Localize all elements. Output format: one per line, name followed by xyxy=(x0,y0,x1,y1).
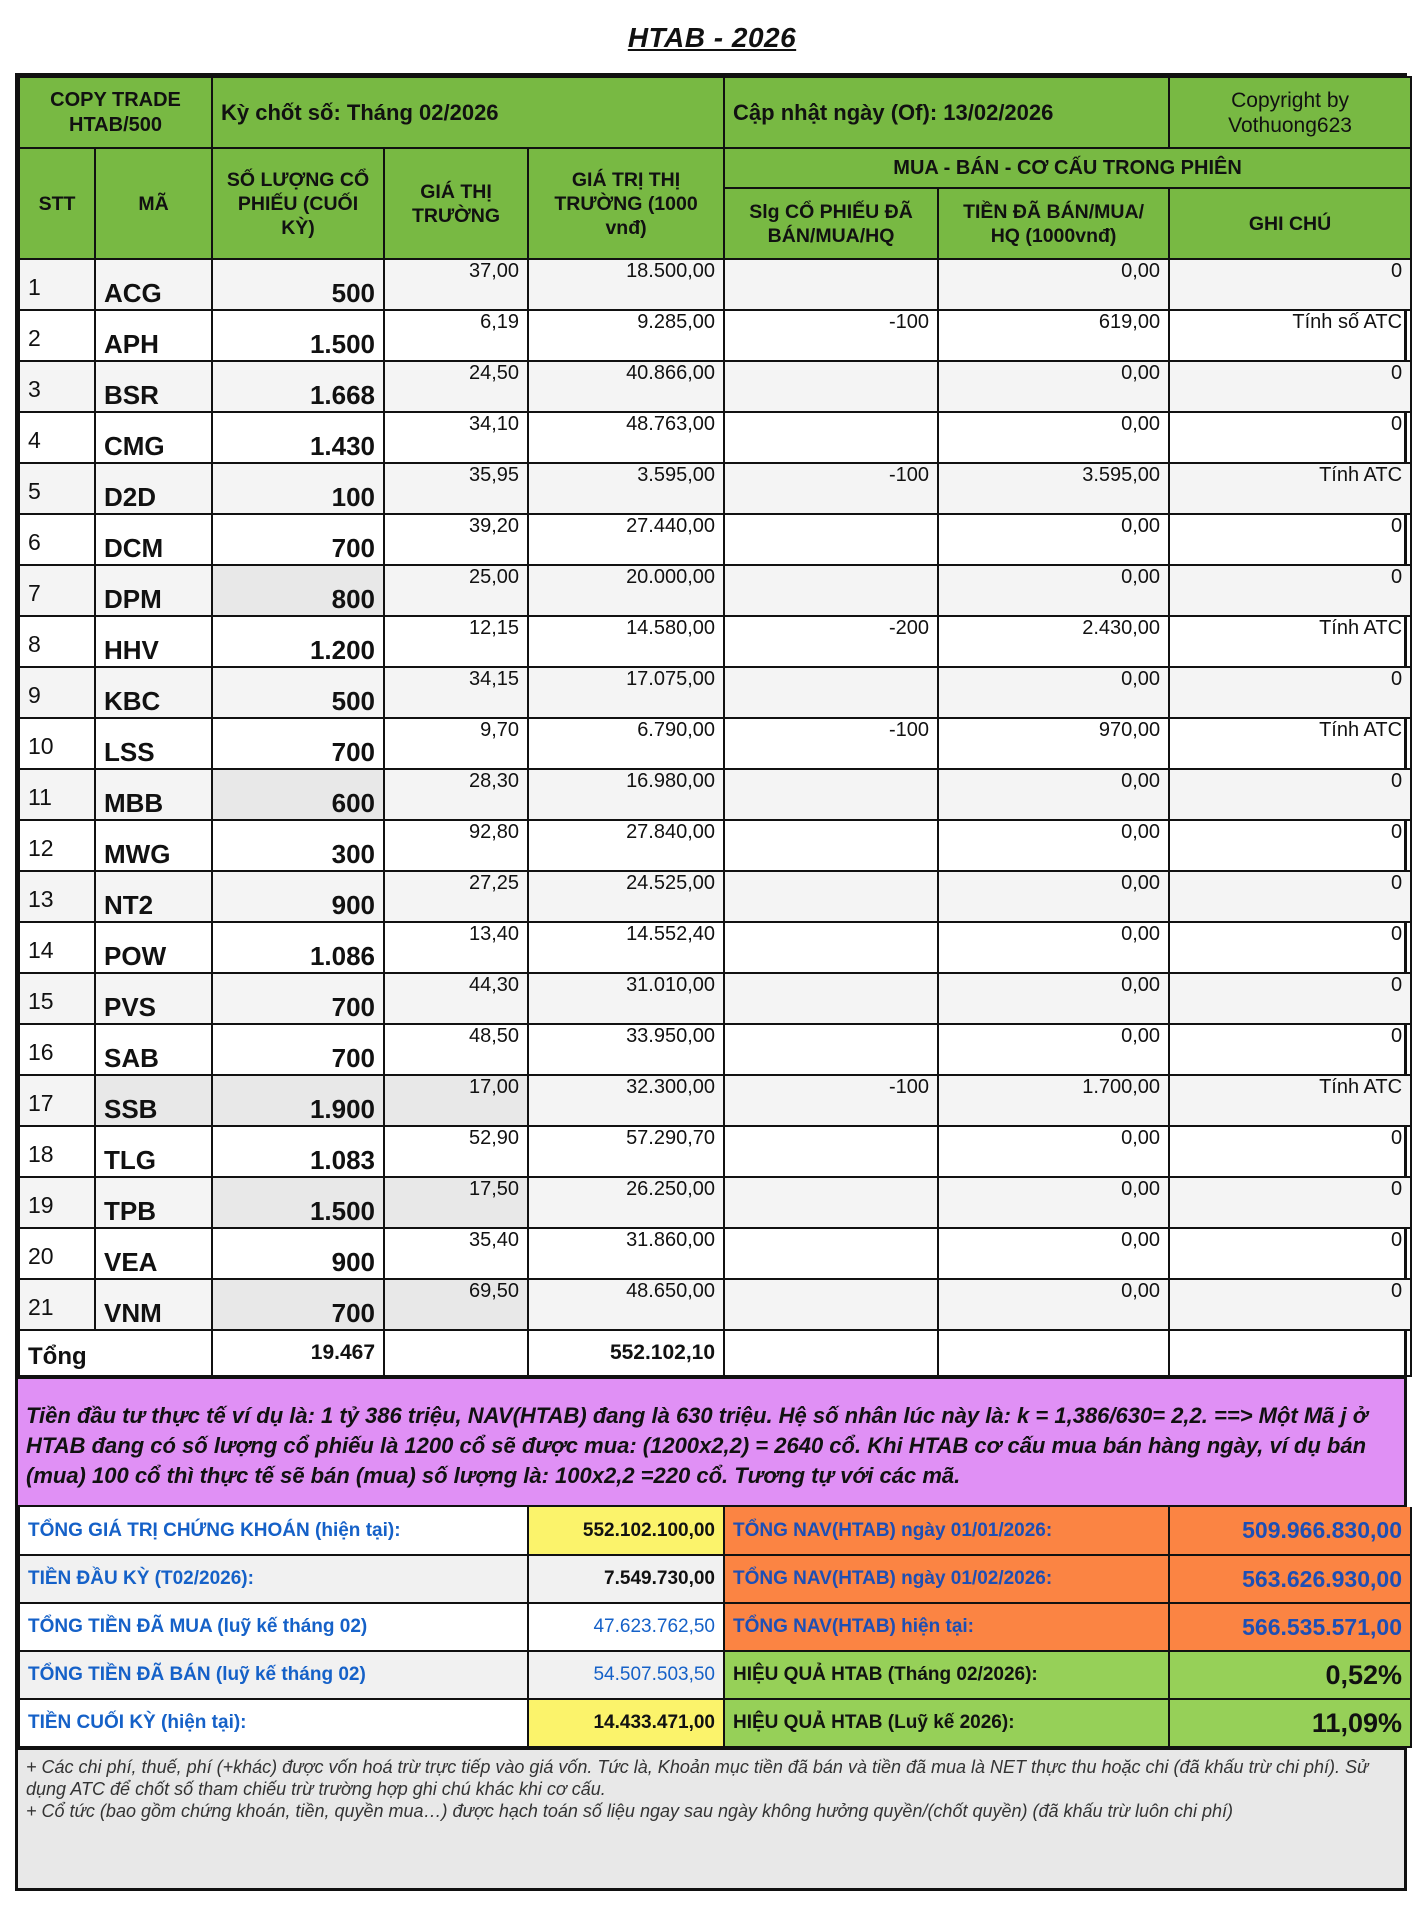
traded-qty: -100 xyxy=(724,463,938,514)
market-value: 16.980,00 xyxy=(528,769,724,820)
row-stt: 8 xyxy=(19,616,95,667)
row-stt: 3 xyxy=(19,361,95,412)
ticker: D2D xyxy=(95,463,212,514)
shares-qty: 1.500 xyxy=(212,1177,384,1228)
trade-note: 0 xyxy=(1169,1177,1411,1228)
traded-amount: 0,00 xyxy=(938,1177,1169,1228)
ticker: TPB xyxy=(95,1177,212,1228)
holding-row xyxy=(19,1024,1411,1075)
trade-note: 0 xyxy=(1169,820,1411,871)
market-price: 27,25 xyxy=(384,871,528,922)
shares-qty: 900 xyxy=(212,1228,384,1279)
market-price: 34,10 xyxy=(384,412,528,463)
holding-row xyxy=(19,412,1411,463)
col-header-note: GHI CHÚ xyxy=(1169,188,1411,259)
row-stt: 13 xyxy=(19,871,95,922)
market-price: 35,95 xyxy=(384,463,528,514)
holding-row xyxy=(19,1228,1411,1279)
trade-note: 0 xyxy=(1169,361,1411,412)
column-header-row xyxy=(19,148,1411,188)
traded-amount: 0,00 xyxy=(938,259,1169,310)
traded-qty xyxy=(724,412,938,463)
ticker: MWG xyxy=(95,820,212,871)
copy-trade-label xyxy=(19,77,212,148)
holding-row xyxy=(19,1279,1411,1330)
market-price: 52,90 xyxy=(384,1126,528,1177)
market-price: 35,40 xyxy=(384,1228,528,1279)
trade-note: 0 xyxy=(1169,769,1411,820)
multiplier-explanation: Tiền đầu tư thực tế ví dụ là: 1 tỷ 386 triệu, NAV(HTAB) đang là 630 triệu. Hệ số nhân lúc này là: k = 1,386/630= 2,2. ==> Một Mã j ở HTAB đang có số lượng cổ phiếu là 1200 cổ sẽ được mua: (1200x2,2) = 2640 cổ. Khi HTAB cơ cấu mua bán hàng ngày, ví dụ bán (mua) 100 cổ thì thực tế sẽ bán (mua) số lượng là: 100x2,2 =220 cổ. Tương tự với các mã. xyxy=(18,1377,1404,1507)
ticker: HHV xyxy=(95,616,212,667)
holding-row xyxy=(19,1126,1411,1177)
traded-qty xyxy=(724,1279,938,1330)
traded-qty xyxy=(724,922,938,973)
holding-row xyxy=(19,361,1411,412)
traded-amount: 0,00 xyxy=(938,871,1169,922)
summary-table xyxy=(18,1507,1412,1748)
market-value: 33.950,00 xyxy=(528,1024,724,1075)
total-note-empty xyxy=(1169,1330,1411,1376)
portfolio-sheet xyxy=(15,73,1407,1891)
traded-amount: 0,00 xyxy=(938,769,1169,820)
market-value: 14.580,00 xyxy=(528,616,724,667)
holding-row xyxy=(19,463,1411,514)
traded-qty: -100 xyxy=(724,310,938,361)
market-price: 48,50 xyxy=(384,1024,528,1075)
col-header-qty: SỐ LƯỢNG CỔ PHIẾU (CUỐI KỲ) xyxy=(212,148,384,259)
copyright xyxy=(1169,77,1411,148)
row-stt: 7 xyxy=(19,565,95,616)
shares-qty: 1.500 xyxy=(212,310,384,361)
shares-qty: 300 xyxy=(212,820,384,871)
total-qty: 19.467 xyxy=(212,1330,384,1376)
row-stt: 4 xyxy=(19,412,95,463)
market-price: 17,00 xyxy=(384,1075,528,1126)
nav-value: 566.535.571,00 xyxy=(1169,1603,1411,1651)
traded-qty xyxy=(724,514,938,565)
row-stt: 20 xyxy=(19,1228,95,1279)
trade-note: 0 xyxy=(1169,973,1411,1024)
trade-note: 0 xyxy=(1169,259,1411,310)
nav-label: TỔNG NAV(HTAB) hiện tại: xyxy=(724,1603,1169,1651)
row-stt: 9 xyxy=(19,667,95,718)
market-value: 26.250,00 xyxy=(528,1177,724,1228)
shares-qty: 1.668 xyxy=(212,361,384,412)
shares-qty: 900 xyxy=(212,871,384,922)
market-price: 24,50 xyxy=(384,361,528,412)
market-price: 34,15 xyxy=(384,667,528,718)
trade-note: 0 xyxy=(1169,1228,1411,1279)
traded-amount: 0,00 xyxy=(938,514,1169,565)
shares-qty: 1.200 xyxy=(212,616,384,667)
row-stt: 15 xyxy=(19,973,95,1024)
traded-amount: 970,00 xyxy=(938,718,1169,769)
copyright-line1: Copyright by xyxy=(1231,88,1349,112)
shares-qty: 800 xyxy=(212,565,384,616)
col-header-stt: STT xyxy=(19,148,95,259)
holding-row xyxy=(19,565,1411,616)
row-stt: 2 xyxy=(19,310,95,361)
holding-row xyxy=(19,871,1411,922)
traded-qty xyxy=(724,565,938,616)
summary-row xyxy=(19,1603,1411,1651)
holding-row xyxy=(19,310,1411,361)
traded-amount: 0,00 xyxy=(938,361,1169,412)
col-header-value: GIÁ TRỊ THỊ TRƯỜNG (1000 vnđ) xyxy=(528,148,724,259)
ticker: POW xyxy=(95,922,212,973)
trade-note: 0 xyxy=(1169,1126,1411,1177)
row-stt: 18 xyxy=(19,1126,95,1177)
row-stt: 19 xyxy=(19,1177,95,1228)
traded-qty xyxy=(724,769,938,820)
traded-amount: 0,00 xyxy=(938,667,1169,718)
copyright-author: Vothuong623 xyxy=(1228,113,1352,137)
ticker: NT2 xyxy=(95,871,212,922)
market-value: 40.866,00 xyxy=(528,361,724,412)
row-stt: 11 xyxy=(19,769,95,820)
ticker: APH xyxy=(95,310,212,361)
shares-qty: 700 xyxy=(212,514,384,565)
footnote-costs: + Các chi phí, thuế, phí (+khác) được vốn hoá trừ trực tiếp vào giá vốn. Tức là, Khoản mục tiền đã bán và tiền đã mua là NET thực thu hoặc chi (đã khấu trừ chi phí). Sử dụng ATC để chốt số tham chiếu trừ trường hợp ghi chú khác khi cơ cấu. xyxy=(26,1757,1369,1799)
summary-cash-value: 552.102.100,00 xyxy=(528,1507,724,1555)
summary-cash-value: 14.433.471,00 xyxy=(528,1699,724,1747)
shares-qty: 100 xyxy=(212,463,384,514)
market-value: 24.525,00 xyxy=(528,871,724,922)
market-price: 13,40 xyxy=(384,922,528,973)
market-price: 92,80 xyxy=(384,820,528,871)
ticker: VEA xyxy=(95,1228,212,1279)
col-header-traded-qty: Slg CỔ PHIẾU ĐÃ BÁN/MUA/HQ xyxy=(724,188,938,259)
summary-cash-value: 54.507.503,50 xyxy=(528,1651,724,1699)
trade-note: Tính ATC xyxy=(1169,463,1411,514)
traded-qty: -100 xyxy=(724,1075,938,1126)
total-value: 552.102,10 xyxy=(528,1330,724,1376)
traded-qty xyxy=(724,1228,938,1279)
market-value: 32.300,00 xyxy=(528,1075,724,1126)
row-stt: 17 xyxy=(19,1075,95,1126)
footnote-dividends: + Cổ tức (bao gồm chứng khoán, tiền, quyền mua…) được hạch toán số liệu ngay sau ngày không hưởng quyền/(chốt quyền) (đã khấu trừ luôn chi phí) xyxy=(26,1801,1234,1821)
period-label: Kỳ chốt số: Tháng 02/2026 xyxy=(212,77,724,148)
nav-value: 509.966.830,00 xyxy=(1169,1507,1411,1555)
nav-value: 563.626.930,00 xyxy=(1169,1555,1411,1603)
market-price: 6,19 xyxy=(384,310,528,361)
row-stt: 14 xyxy=(19,922,95,973)
market-price: 25,00 xyxy=(384,565,528,616)
copy-trade-line2: HTAB/500 xyxy=(69,113,162,136)
holdings-rows xyxy=(19,259,1411,1330)
ticker: ACG xyxy=(95,259,212,310)
summary-row xyxy=(19,1651,1411,1699)
performance-label: HIỆU QUẢ HTAB (Luỹ kế 2026): xyxy=(724,1699,1169,1747)
trade-note: 0 xyxy=(1169,412,1411,463)
trade-note: 0 xyxy=(1169,1279,1411,1330)
ticker: MBB xyxy=(95,769,212,820)
col-header-price: GIÁ THỊ TRƯỜNG xyxy=(384,148,528,259)
holding-row xyxy=(19,973,1411,1024)
footnotes xyxy=(18,1748,1404,1888)
trade-note: 0 xyxy=(1169,565,1411,616)
summary-cash-label: TỔNG TIỀN ĐÃ BÁN (luỹ kế tháng 02) xyxy=(19,1651,528,1699)
ticker: LSS xyxy=(95,718,212,769)
total-row xyxy=(19,1330,1411,1376)
shares-qty: 700 xyxy=(212,973,384,1024)
nav-label: TỔNG NAV(HTAB) ngày 01/01/2026: xyxy=(724,1507,1169,1555)
trade-note: Tính ATC xyxy=(1169,1075,1411,1126)
holding-row xyxy=(19,922,1411,973)
holding-row xyxy=(19,820,1411,871)
total-traded-qty-empty xyxy=(724,1330,938,1376)
traded-qty xyxy=(724,820,938,871)
market-value: 20.000,00 xyxy=(528,565,724,616)
ticker: VNM xyxy=(95,1279,212,1330)
total-price-empty xyxy=(384,1330,528,1376)
ticker: DCM xyxy=(95,514,212,565)
shares-qty: 1.900 xyxy=(212,1075,384,1126)
performance-label: HIỆU QUẢ HTAB (Tháng 02/2026): xyxy=(724,1651,1169,1699)
ticker: DPM xyxy=(95,565,212,616)
market-value: 18.500,00 xyxy=(528,259,724,310)
holding-row xyxy=(19,769,1411,820)
summary-cash-value: 7.549.730,00 xyxy=(528,1555,724,1603)
shares-qty: 600 xyxy=(212,769,384,820)
ticker: SAB xyxy=(95,1024,212,1075)
col-group-trades: MUA - BÁN - CƠ CẤU TRONG PHIÊN xyxy=(724,148,1411,188)
row-stt: 5 xyxy=(19,463,95,514)
performance-value: 11,09% xyxy=(1169,1699,1411,1747)
trade-note: 0 xyxy=(1169,871,1411,922)
market-value: 57.290,70 xyxy=(528,1126,724,1177)
trade-note: 0 xyxy=(1169,922,1411,973)
traded-qty xyxy=(724,1177,938,1228)
shares-qty: 700 xyxy=(212,718,384,769)
traded-qty: -100 xyxy=(724,718,938,769)
traded-amount: 0,00 xyxy=(938,1228,1169,1279)
holding-row xyxy=(19,616,1411,667)
shares-qty: 700 xyxy=(212,1279,384,1330)
market-value: 14.552,40 xyxy=(528,922,724,973)
performance-value: 0,52% xyxy=(1169,1651,1411,1699)
summary-cash-label: TỔNG GIÁ TRỊ CHỨNG KHOÁN (hiện tại): xyxy=(19,1507,528,1555)
sheet-header xyxy=(19,77,1411,148)
copy-trade-line1: COPY TRADE xyxy=(50,88,181,111)
market-price: 44,30 xyxy=(384,973,528,1024)
row-stt: 6 xyxy=(19,514,95,565)
traded-qty xyxy=(724,1126,938,1177)
market-price: 17,50 xyxy=(384,1177,528,1228)
trade-note: 0 xyxy=(1169,514,1411,565)
market-value: 48.763,00 xyxy=(528,412,724,463)
ticker: PVS xyxy=(95,973,212,1024)
summary-cash-value: 47.623.762,50 xyxy=(528,1603,724,1651)
trade-note: Tính ATC xyxy=(1169,616,1411,667)
shares-qty: 1.083 xyxy=(212,1126,384,1177)
holding-row xyxy=(19,667,1411,718)
traded-amount: 3.595,00 xyxy=(938,463,1169,514)
market-value: 48.650,00 xyxy=(528,1279,724,1330)
holding-row xyxy=(19,1075,1411,1126)
traded-amount: 0,00 xyxy=(938,922,1169,973)
row-stt: 1 xyxy=(19,259,95,310)
market-price: 12,15 xyxy=(384,616,528,667)
traded-amount: 0,00 xyxy=(938,565,1169,616)
summary-cash-label: TỔNG TIỀN ĐÃ MUA (luỹ kế tháng 02) xyxy=(19,1603,528,1651)
row-stt: 16 xyxy=(19,1024,95,1075)
summary-row xyxy=(19,1699,1411,1747)
nav-label: TỔNG NAV(HTAB) ngày 01/02/2026: xyxy=(724,1555,1169,1603)
traded-amount: 619,00 xyxy=(938,310,1169,361)
traded-qty: -200 xyxy=(724,616,938,667)
traded-amount: 0,00 xyxy=(938,973,1169,1024)
market-value: 27.840,00 xyxy=(528,820,724,871)
summary-cash-label: TIỀN ĐẦU KỲ (T02/2026): xyxy=(19,1555,528,1603)
traded-amount: 0,00 xyxy=(938,1126,1169,1177)
shares-qty: 700 xyxy=(212,1024,384,1075)
traded-amount: 0,00 xyxy=(938,412,1169,463)
total-label: Tổng xyxy=(19,1330,212,1376)
shares-qty: 1.430 xyxy=(212,412,384,463)
traded-qty xyxy=(724,973,938,1024)
holding-row xyxy=(19,514,1411,565)
trade-note: 0 xyxy=(1169,1024,1411,1075)
traded-amount: 0,00 xyxy=(938,1279,1169,1330)
ticker: BSR xyxy=(95,361,212,412)
traded-qty xyxy=(724,1024,938,1075)
summary-row xyxy=(19,1507,1411,1555)
market-value: 27.440,00 xyxy=(528,514,724,565)
row-stt: 12 xyxy=(19,820,95,871)
row-stt: 10 xyxy=(19,718,95,769)
shares-qty: 500 xyxy=(212,667,384,718)
market-value: 6.790,00 xyxy=(528,718,724,769)
updated-date: Cập nhật ngày (Of): 13/02/2026 xyxy=(724,77,1169,148)
holding-row xyxy=(19,718,1411,769)
market-value: 17.075,00 xyxy=(528,667,724,718)
trade-note: Tính ATC xyxy=(1169,718,1411,769)
col-header-ma: MÃ xyxy=(95,148,212,259)
col-header-traded-amount: TIỀN ĐÃ BÁN/MUA/ HQ (1000vnđ) xyxy=(938,188,1169,259)
market-value: 3.595,00 xyxy=(528,463,724,514)
traded-qty xyxy=(724,871,938,922)
traded-amount: 1.700,00 xyxy=(938,1075,1169,1126)
market-price: 37,00 xyxy=(384,259,528,310)
summary-cash-label: TIỀN CUỐI KỲ (hiện tại): xyxy=(19,1699,528,1747)
page-title: HTAB - 2026 xyxy=(627,22,797,53)
market-price: 28,30 xyxy=(384,769,528,820)
market-price: 9,70 xyxy=(384,718,528,769)
traded-qty xyxy=(724,667,938,718)
total-traded-amount-empty xyxy=(938,1330,1169,1376)
trade-note: 0 xyxy=(1169,667,1411,718)
ticker: TLG xyxy=(95,1126,212,1177)
row-stt: 21 xyxy=(19,1279,95,1330)
traded-amount: 0,00 xyxy=(938,1024,1169,1075)
traded-amount: 2.430,00 xyxy=(938,616,1169,667)
ticker: KBC xyxy=(95,667,212,718)
holding-row xyxy=(19,1177,1411,1228)
holding-row xyxy=(19,259,1411,310)
traded-qty xyxy=(724,361,938,412)
market-value: 9.285,00 xyxy=(528,310,724,361)
market-price: 69,50 xyxy=(384,1279,528,1330)
traded-qty xyxy=(724,259,938,310)
market-value: 31.860,00 xyxy=(528,1228,724,1279)
market-value: 31.010,00 xyxy=(528,973,724,1024)
summary-row xyxy=(19,1555,1411,1603)
shares-qty: 1.086 xyxy=(212,922,384,973)
holdings-table xyxy=(18,76,1412,1377)
ticker: SSB xyxy=(95,1075,212,1126)
traded-amount: 0,00 xyxy=(938,820,1169,871)
trade-note: Tính số ATC xyxy=(1169,310,1411,361)
shares-qty: 500 xyxy=(212,259,384,310)
ticker: CMG xyxy=(95,412,212,463)
market-price: 39,20 xyxy=(384,514,528,565)
